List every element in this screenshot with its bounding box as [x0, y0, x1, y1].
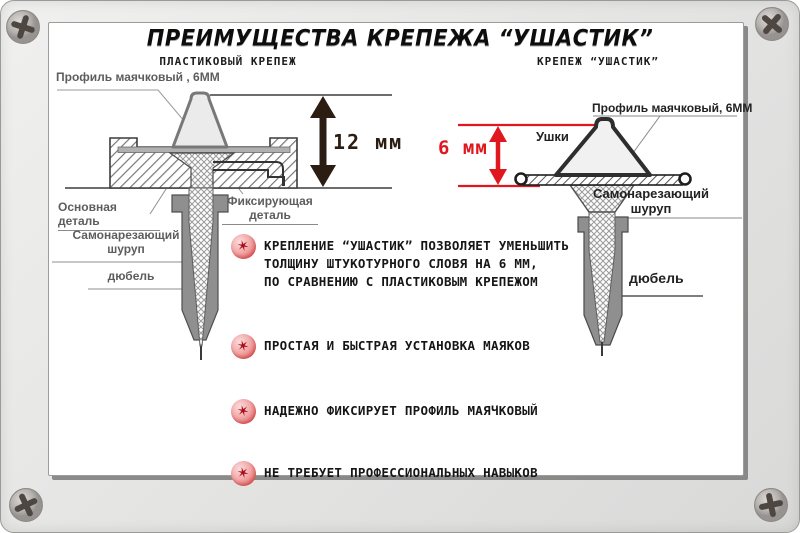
- bullet-text: НАДЕЖНО ФИКСИРУЕТ ПРОФИЛЬ МАЯЧКОВЫЙ: [264, 403, 538, 418]
- dimension-6mm: 6 мм: [438, 137, 488, 159]
- label-ears: Ушки: [536, 129, 569, 144]
- label-beacon-profile-right: Профиль маячковый, 6ММ: [592, 101, 753, 115]
- bullet-item: [231, 464, 538, 486]
- screw-icon: [753, 487, 789, 523]
- label-main-part: Основная деталь: [58, 200, 160, 231]
- bullet-item: [231, 237, 569, 291]
- dimension-12mm: 12 мм: [333, 130, 404, 154]
- right-diagram-title: КРЕПЕЖ “УШАСТИК”: [537, 55, 659, 68]
- left-diagram-title: ПЛАСТИКОВЫЙ КРЕПЕЖ: [159, 55, 297, 68]
- screw-icon: [8, 487, 44, 523]
- bullet-item: [231, 337, 530, 359]
- bullet-text: КРЕПЛЕНИЕ “УШАСТИК” ПОЗВОЛЯЕТ УМЕНЬШИТЬ ТОЛЩИНУ ШТУКОТУРНОГО СЛОВЯ НА 6 ММ, ПО СРАВНЕНИЮ С ПЛАСТИКОВЫМ КРЕПЕЖОМ: [264, 238, 570, 289]
- bullet-item: [231, 402, 538, 424]
- label-screw-left: Самонарезающий шуруп: [72, 228, 180, 256]
- label-beacon-profile-left: Профиль маячковый , 6ММ: [56, 70, 220, 84]
- page-title: ПРЕИМУЩЕСТВА КРЕПЕЖА “УШАСТИК”: [146, 25, 654, 51]
- bullet-text: НЕ ТРЕБУЕТ ПРОФЕССИОНАЛЬНЫХ НАВЫКОВ: [264, 465, 538, 480]
- label-fixing-part: Фиксирующая деталь: [222, 194, 318, 225]
- label-dowel-right: дюбель: [629, 270, 684, 286]
- red-splat-icon: ✶: [231, 234, 256, 259]
- label-screw-right: Самонарезающий шуруп: [593, 186, 709, 216]
- red-splat-icon: ✶: [231, 461, 256, 486]
- bullet-text: ПРОСТАЯ И БЫСТРАЯ УСТАНОВКА МАЯКОВ: [264, 338, 531, 353]
- red-splat-icon: ✶: [231, 399, 256, 424]
- red-splat-icon: ✶: [231, 334, 256, 359]
- label-dowel-left: дюбель: [107, 269, 155, 283]
- ushastik-fastener-diagram: [440, 95, 753, 365]
